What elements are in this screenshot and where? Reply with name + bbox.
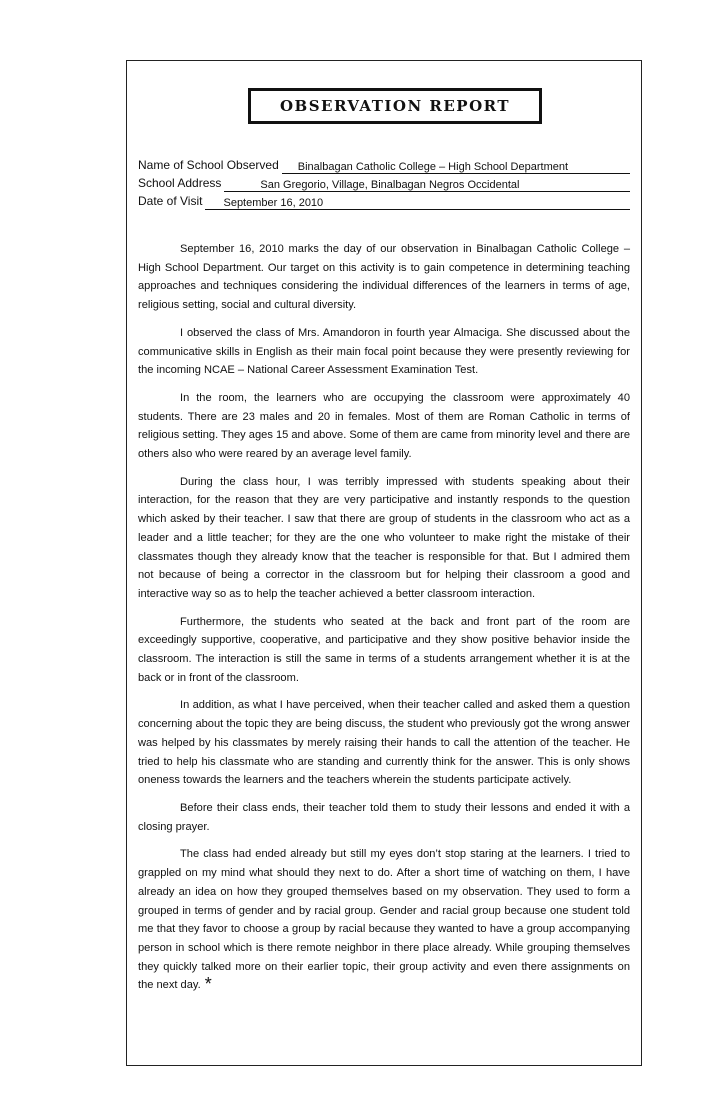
address-row: [138, 174, 630, 192]
school-label: Name of School Observed: [138, 158, 279, 172]
paragraph: Before their class ends, their teacher told them to study their lessons and ended it with a closing prayer.: [138, 801, 630, 833]
date-value: September 16, 2010: [205, 196, 630, 210]
school-row: [138, 156, 630, 174]
address-label: School Address: [138, 176, 222, 190]
address-value: San Gregorio, Village, Binalbagan Negros Occidental: [224, 178, 630, 192]
paragraph: During the class hour, I was terribly impressed with students speaking about their interaction, for the reason that they are very participative and instantly responds to the question which asked by their teacher. I saw that there are group of students in the classroom who act as a leader and a little teacher; for they are the one who volunteer to make right the mistake of their classmates though they already know that the teacher is responsible for that. But I admired them not because of being a corrector in the classroom but for helping their classroom a good and interactive way so as to help the teacher achieved a better classroom interaction.: [138, 475, 630, 600]
paragraph: In addition, as what I have perceived, when their teacher called and asked them a question concerning about the topic they are being discuss, the student who previously got the wrong answer was helped by his classmates by merely raising their hands to call the attention of the teacher. He tried to help his classmate who are standing and currently think for the answer. This is only shows oneness towards the learners and the teachers wherein the students participate actively.: [138, 699, 630, 787]
paragraph: In the room, the learners who are occupying the classroom were approximately 40 students. There are 23 males and 20 in females. Most of them are Roman Catholic in terms of religious setting. They ages 15 and above. Some of them are came from minority level and there are others also who were reared by an average level family.: [138, 391, 630, 461]
header-fields: [138, 156, 630, 210]
report-body: [138, 240, 630, 1004]
report-title: OBSERVATION REPORT: [248, 88, 542, 124]
end-mark: *: [204, 974, 212, 995]
school-value: Binalbagan Catholic College – High School Department: [282, 160, 630, 174]
date-label: Date of Visit: [138, 194, 203, 208]
paragraph-text: The class had ended already but still my eyes don’t stop staring at the learners. I tried to grappled on my mind what should they next to do. After a short time of watching on them, I have already an idea on how they grouped themselves based on my observation. They used to form a grouped in terms of gender and by racial group. Gender and racial group because one student told me that they favor to choose a group by racial because they wanted to have a group accompanying person in school which is there remote neighbor in there place already. While grouping themselves they quickly talked more on their earlier topic, their group activity and even there assignments on the next day.: [138, 848, 630, 992]
date-row: [138, 192, 630, 210]
paragraph: September 16, 2010 marks the day of our observation in Binalbagan Catholic College – High School Department. Our target on this activity is to gain competence in determining teaching approaches and techniques considering the individual differences of the learners in terms of age, religious setting, social and cultural diversity.: [138, 243, 630, 312]
paragraph-last: [138, 845, 630, 995]
paragraph: I observed the class of Mrs. Amandoron in fourth year Almaciga. She discussed about the communicative skills in English as their main focal point because they were presently reviewing for the incoming NCAE – National Career Assessment Examination Test.: [138, 326, 630, 377]
paragraph: Furthermore, the students who seated at the back and front part of the room are exceedingly supportive, cooperative, and participative and they show positive behavior inside the classroom. The interaction is still the same in terms of a students arrangement whether it is at the back or in front of the classroom.: [138, 615, 630, 684]
